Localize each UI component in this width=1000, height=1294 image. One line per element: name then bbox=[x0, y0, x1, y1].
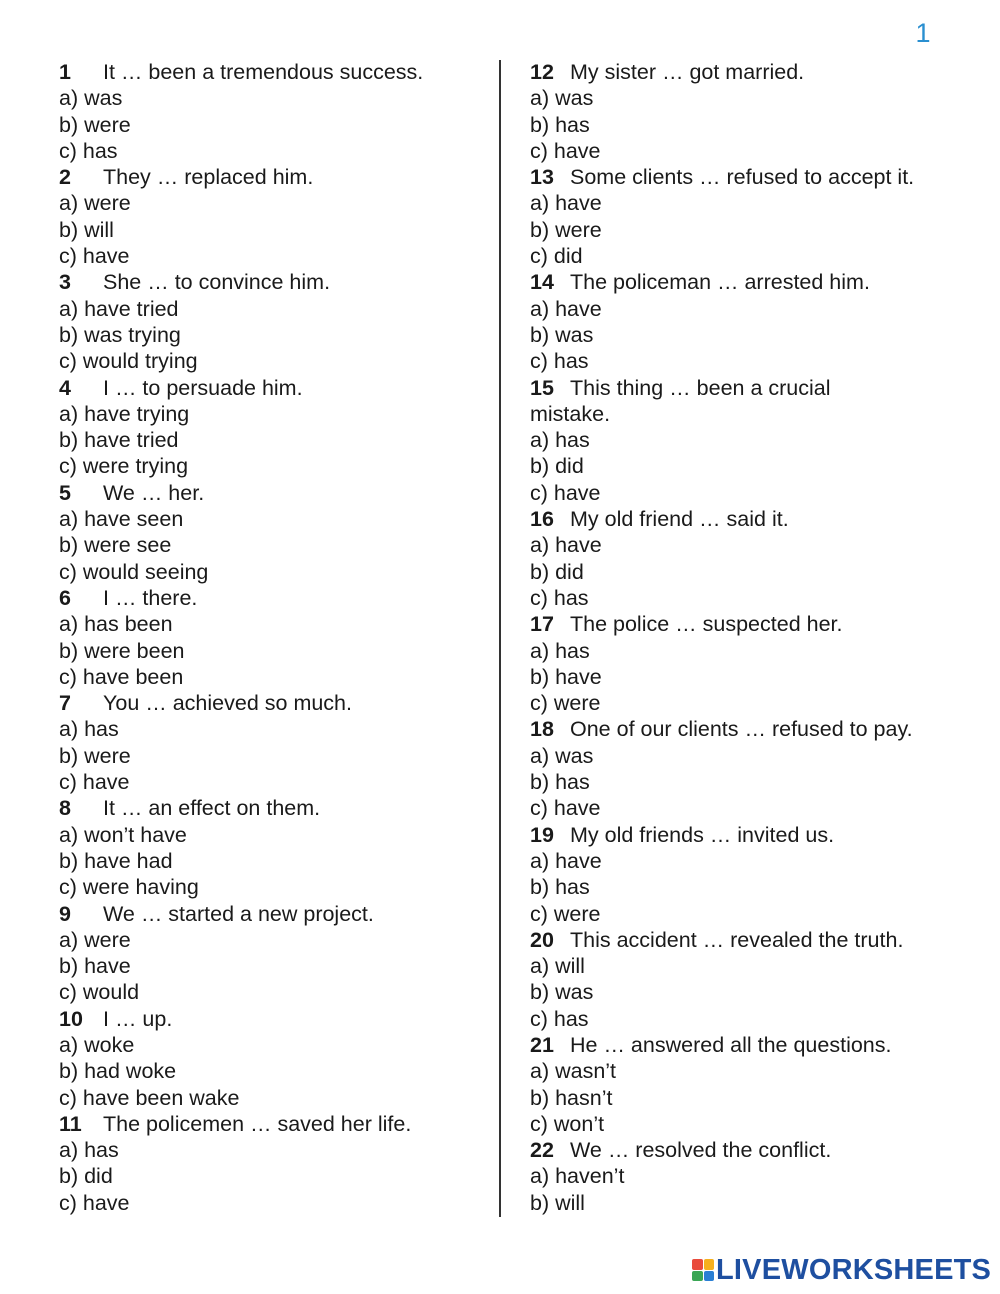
question-number: 19 bbox=[530, 822, 554, 847]
answer-option[interactable]: b) will bbox=[530, 1190, 585, 1215]
question-line bbox=[59, 375, 484, 401]
question-text: The policeman … arrested him. bbox=[570, 270, 870, 295]
answer-option[interactable]: c) did bbox=[530, 244, 583, 269]
question-text-continuation: mistake. bbox=[530, 401, 611, 426]
answer-option[interactable]: a) have bbox=[530, 191, 602, 216]
answer-option[interactable]: c) has bbox=[530, 585, 589, 610]
answer-option[interactable]: a) has bbox=[530, 428, 590, 453]
question-block bbox=[530, 506, 970, 611]
question-block bbox=[59, 1111, 484, 1216]
question-number: 9 bbox=[59, 901, 71, 926]
question-text: One of our clients … refused to pay. bbox=[570, 717, 913, 742]
question-text: I … there. bbox=[103, 585, 198, 610]
answer-option[interactable]: a) have bbox=[530, 533, 602, 558]
answer-option[interactable]: a) has bbox=[530, 638, 590, 663]
question-number: 5 bbox=[59, 480, 71, 505]
question-line bbox=[530, 375, 970, 401]
question-line bbox=[59, 690, 484, 716]
answer-option[interactable]: a) were bbox=[59, 927, 131, 952]
question-block bbox=[530, 269, 970, 374]
question-line bbox=[59, 269, 484, 295]
question-number: 7 bbox=[59, 691, 71, 716]
answer-option[interactable]: a) haven’t bbox=[530, 1164, 625, 1189]
answer-option[interactable]: b) will bbox=[59, 217, 114, 242]
answer-option[interactable]: a) will bbox=[530, 954, 585, 979]
question-line bbox=[59, 901, 484, 927]
answer-option[interactable]: b) has bbox=[530, 770, 590, 795]
question-number: 3 bbox=[59, 270, 71, 295]
question-line bbox=[530, 164, 970, 190]
answer-option[interactable]: a) was bbox=[530, 743, 594, 768]
answer-option[interactable]: c) would bbox=[59, 980, 140, 1005]
answer-option[interactable]: c) have bbox=[530, 796, 601, 821]
answer-option[interactable]: c) would seeing bbox=[59, 559, 209, 584]
question-number: 10 bbox=[59, 1006, 83, 1031]
question-block bbox=[59, 269, 484, 374]
question-block bbox=[59, 1006, 484, 1111]
question-number: 1 bbox=[59, 60, 71, 84]
question-block bbox=[59, 690, 484, 795]
answer-option[interactable]: b) were bbox=[59, 743, 131, 768]
answer-option[interactable]: c) were having bbox=[59, 875, 199, 900]
answer-option[interactable]: c) were trying bbox=[59, 454, 189, 479]
answer-option[interactable]: c) have been wake bbox=[59, 1085, 240, 1110]
question-number: 4 bbox=[59, 375, 71, 400]
answer-option[interactable]: a) wasn’t bbox=[530, 1059, 617, 1084]
question-line bbox=[530, 1032, 970, 1058]
page-number: 1 bbox=[915, 18, 931, 48]
answer-option[interactable]: c) has bbox=[530, 349, 589, 374]
question-text: It … been a tremendous success. bbox=[103, 60, 424, 84]
answer-option[interactable]: c) has bbox=[59, 138, 118, 163]
answer-option[interactable]: b) were been bbox=[59, 638, 185, 663]
question-block bbox=[530, 59, 970, 164]
question-line bbox=[530, 506, 970, 532]
question-line bbox=[59, 1111, 484, 1137]
left-column bbox=[59, 59, 484, 1216]
answer-option[interactable]: a) won’t have bbox=[59, 822, 187, 847]
question-text: We … her. bbox=[103, 480, 205, 505]
question-block bbox=[530, 611, 970, 716]
question-text: We … resolved the conflict. bbox=[570, 1138, 832, 1163]
right-column bbox=[530, 59, 970, 1216]
answer-option[interactable]: c) has bbox=[530, 1006, 589, 1031]
question-text: This thing … been a crucial bbox=[570, 375, 831, 400]
answer-option[interactable]: b) has bbox=[530, 875, 590, 900]
question-line bbox=[530, 716, 970, 742]
question-block bbox=[59, 164, 484, 269]
question-number: 11 bbox=[59, 1111, 82, 1136]
question-number: 2 bbox=[59, 165, 71, 190]
answer-option[interactable]: c) have bbox=[59, 1190, 130, 1215]
liveworksheets-logo-icon bbox=[692, 1259, 714, 1281]
answer-option[interactable]: b) were see bbox=[59, 533, 172, 558]
answer-option[interactable]: b) were bbox=[59, 112, 131, 137]
answer-option[interactable]: a) woke bbox=[59, 1032, 135, 1057]
question-line bbox=[530, 611, 970, 637]
answer-option[interactable]: b) were bbox=[530, 217, 602, 242]
answer-option[interactable]: a) were bbox=[59, 191, 131, 216]
question-line bbox=[530, 269, 970, 295]
question-block bbox=[530, 1032, 970, 1137]
question-text: The policemen … saved her life. bbox=[103, 1111, 412, 1136]
answer-option[interactable]: a) have trying bbox=[59, 401, 190, 426]
question-line bbox=[59, 59, 484, 85]
answer-option[interactable]: b) have tried bbox=[59, 428, 179, 453]
question-number: 16 bbox=[530, 507, 554, 532]
question-block bbox=[530, 375, 970, 506]
answer-option[interactable]: b) was trying bbox=[59, 322, 181, 347]
answer-option[interactable]: b) have bbox=[59, 954, 131, 979]
question-block bbox=[59, 375, 484, 480]
question-block bbox=[59, 59, 484, 164]
answer-option[interactable]: c) were bbox=[530, 691, 601, 716]
answer-option[interactable]: c) won’t bbox=[530, 1111, 605, 1136]
answer-option[interactable]: b) had woke bbox=[59, 1059, 177, 1084]
question-block bbox=[59, 901, 484, 1006]
question-text: This accident … revealed the truth. bbox=[570, 927, 904, 952]
question-number: 14 bbox=[530, 270, 554, 295]
answer-option[interactable]: a) has bbox=[59, 1138, 119, 1163]
question-text: The police … suspected her. bbox=[570, 612, 843, 637]
answer-option[interactable]: c) have bbox=[530, 138, 601, 163]
question-block bbox=[530, 822, 970, 927]
question-line bbox=[530, 822, 970, 848]
question-line bbox=[59, 1006, 484, 1032]
question-block bbox=[59, 585, 484, 690]
question-block bbox=[59, 480, 484, 585]
question-block bbox=[530, 164, 970, 269]
question-line bbox=[59, 795, 484, 821]
answer-option[interactable]: b) was bbox=[530, 980, 594, 1005]
answer-option[interactable]: c) have been bbox=[59, 664, 184, 689]
answer-option[interactable]: a) have bbox=[530, 848, 602, 873]
answer-option[interactable]: c) have bbox=[59, 244, 130, 269]
logo-text: LIVEWORKSHEETS bbox=[716, 1253, 992, 1286]
answer-option[interactable]: a) has bbox=[59, 717, 119, 742]
answer-option[interactable]: c) have bbox=[530, 480, 601, 505]
answer-option[interactable]: a) was bbox=[59, 86, 123, 111]
question-text: I … to persuade him. bbox=[103, 375, 303, 400]
answer-option[interactable]: b) hasn’t bbox=[530, 1085, 613, 1110]
question-number: 22 bbox=[530, 1138, 554, 1163]
answer-option[interactable]: b) have had bbox=[59, 848, 173, 873]
question-text: You … achieved so much. bbox=[103, 691, 352, 716]
answer-option[interactable]: b) was bbox=[530, 322, 594, 347]
question-number: 13 bbox=[530, 165, 554, 190]
question-number: 6 bbox=[59, 585, 71, 610]
answer-option[interactable]: b) did bbox=[530, 559, 584, 584]
question-block bbox=[530, 927, 970, 1032]
answer-option[interactable]: a) was bbox=[530, 86, 594, 111]
question-line bbox=[59, 480, 484, 506]
column-divider bbox=[499, 60, 501, 1217]
question-text: I … up. bbox=[103, 1006, 173, 1031]
answer-option[interactable]: a) have tried bbox=[59, 296, 179, 321]
question-number: 12 bbox=[530, 60, 554, 84]
question-line bbox=[59, 164, 484, 190]
liveworksheets-logo bbox=[692, 1253, 991, 1287]
answer-option[interactable]: a) have seen bbox=[59, 507, 184, 532]
answer-option[interactable]: c) would trying bbox=[59, 349, 198, 374]
question-text: My sister … got married. bbox=[570, 60, 805, 84]
answer-option[interactable]: b) did bbox=[59, 1164, 113, 1189]
answer-option[interactable]: a) have bbox=[530, 296, 602, 321]
question-line bbox=[530, 59, 970, 85]
question-block bbox=[59, 795, 484, 900]
question-number: 21 bbox=[530, 1032, 554, 1057]
question-number: 15 bbox=[530, 375, 554, 400]
question-number: 18 bbox=[530, 717, 554, 742]
question-text: Some clients … refused to accept it. bbox=[570, 165, 915, 190]
answer-option[interactable]: c) were bbox=[530, 901, 601, 926]
question-block bbox=[530, 1137, 970, 1216]
question-text: He … answered all the questions. bbox=[570, 1032, 892, 1057]
question-line bbox=[530, 1137, 970, 1163]
question-text: It … an effect on them. bbox=[103, 796, 321, 821]
answer-option[interactable]: c) have bbox=[59, 770, 130, 795]
question-number: 8 bbox=[59, 796, 71, 821]
question-text: They … replaced him. bbox=[103, 165, 314, 190]
question-text: My old friend … said it. bbox=[570, 507, 789, 532]
answer-option[interactable]: b) did bbox=[530, 454, 584, 479]
question-block bbox=[530, 716, 970, 821]
question-line bbox=[530, 927, 970, 953]
question-line bbox=[59, 585, 484, 611]
answer-option[interactable]: a) has been bbox=[59, 612, 173, 637]
answer-option[interactable]: b) has bbox=[530, 112, 590, 137]
question-text: We … started a new project. bbox=[103, 901, 374, 926]
question-number: 20 bbox=[530, 927, 554, 952]
question-text: My old friends … invited us. bbox=[570, 822, 835, 847]
answer-option[interactable]: b) have bbox=[530, 664, 602, 689]
question-number: 17 bbox=[530, 612, 554, 637]
question-text: She … to convince him. bbox=[103, 270, 331, 295]
